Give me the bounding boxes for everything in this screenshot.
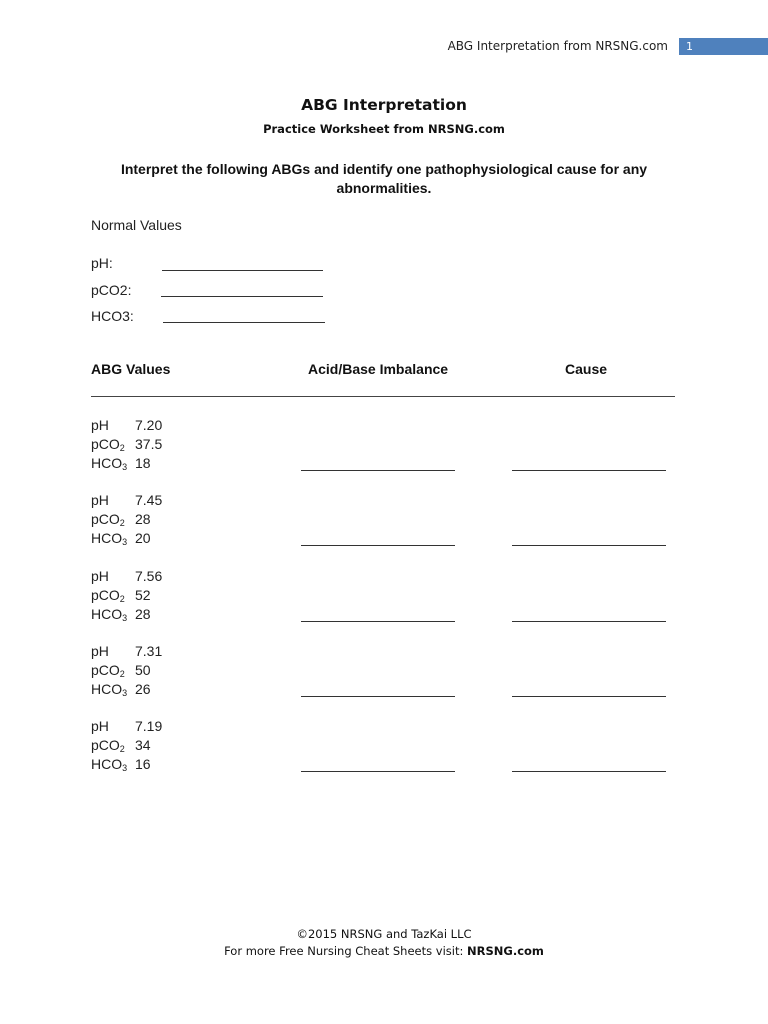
footer-link[interactable]: NRSNG.com — [467, 944, 544, 958]
abg-label: pH — [91, 718, 109, 734]
abg-1-ph — [91, 417, 162, 435]
instructions: Interpret the following ABGs and identify one pathophysiological cause for any abnormalities. — [120, 161, 648, 196]
abg-2-hco3 — [91, 530, 151, 548]
abg-1-hco3 — [91, 455, 151, 473]
footer-copyright: ©2015 NRSNG and TazKai LLC — [296, 927, 472, 941]
header-title: ABG Interpretation from NRSNG.com — [447, 39, 668, 53]
header-divider — [91, 396, 675, 397]
abg-label: pCO$_2$ — [91, 511, 125, 528]
abg-value: 18 — [135, 455, 151, 471]
abg-label: pH — [91, 643, 109, 659]
abg-value: 34 — [135, 737, 151, 753]
abg-4-cause-blank[interactable] — [512, 696, 666, 697]
abg-label: pCO$_2$ — [91, 662, 125, 679]
abg-3-cause-blank[interactable] — [512, 621, 666, 622]
abg-value: 7.31 — [135, 643, 163, 659]
abg-value: 50 — [135, 662, 151, 678]
abg-label: pCO$_2$ — [91, 587, 125, 604]
abg-5-hco3 — [91, 756, 151, 774]
footer-more — [0, 944, 768, 958]
abg-label: $HCO_3$ — [91, 455, 128, 472]
abg-5-pco2 — [91, 737, 151, 755]
abg-value: 7.45 — [135, 492, 163, 508]
abg-4-ph — [91, 643, 162, 661]
normal-row-hco3 — [91, 308, 161, 326]
abg-5-ph — [91, 718, 162, 736]
abg-5-imbalance-blank[interactable] — [301, 771, 455, 772]
document-title: ABG Interpretation — [301, 96, 467, 114]
normal-row-ph — [91, 255, 161, 273]
abg-4-imbalance-blank[interactable] — [301, 696, 455, 697]
normal-label-pco2: pCO2: — [91, 282, 132, 298]
normal-blank-ph[interactable] — [162, 270, 323, 271]
abg-label: $HCO_3$ — [91, 681, 128, 698]
abg-value: 20 — [135, 530, 151, 546]
abg-value: 28 — [135, 606, 151, 622]
normal-label-ph: pH: — [91, 255, 113, 271]
abg-1-pco2 — [91, 436, 162, 454]
page-number-badge: 1 — [679, 38, 768, 55]
abg-3-hco3 — [91, 606, 151, 624]
abg-3-ph — [91, 568, 162, 586]
abg-3-pco2 — [91, 587, 151, 605]
abg-label: pH — [91, 492, 109, 508]
abg-3-imbalance-blank[interactable] — [301, 621, 455, 622]
column-header-abg-values: ABG Values — [91, 361, 171, 377]
abg-1-imbalance-blank[interactable] — [301, 470, 455, 471]
document-subtitle: Practice Worksheet from NRSNG.com — [263, 122, 505, 136]
abg-5-cause-blank[interactable] — [512, 771, 666, 772]
abg-2-cause-blank[interactable] — [512, 545, 666, 546]
abg-2-ph — [91, 492, 162, 510]
abg-2-pco2 — [91, 511, 151, 529]
normal-row-pco2 — [91, 282, 161, 300]
abg-label: pCO$_2$ — [91, 737, 125, 754]
abg-label: pH — [91, 568, 109, 584]
abg-4-pco2 — [91, 662, 151, 680]
abg-1-cause-blank[interactable] — [512, 470, 666, 471]
abg-label: pH — [91, 417, 109, 433]
abg-label: $HCO_3$ — [91, 756, 128, 773]
abg-value: 28 — [135, 511, 151, 527]
abg-2-imbalance-blank[interactable] — [301, 545, 455, 546]
normal-label-hco3: HCO3: — [91, 308, 134, 324]
abg-4-hco3 — [91, 681, 151, 699]
page-header — [0, 38, 768, 56]
column-header-cause: Cause — [565, 361, 608, 377]
abg-value: 16 — [135, 756, 151, 772]
normal-values-heading: Normal Values — [91, 217, 182, 233]
abg-label: $HCO_3$ — [91, 606, 128, 623]
normal-blank-pco2[interactable] — [161, 296, 323, 297]
abg-label: pCO$_2$ — [91, 436, 125, 453]
abg-value: 7.20 — [135, 417, 163, 433]
abg-value: 52 — [135, 587, 151, 603]
abg-value: 7.56 — [135, 568, 163, 584]
abg-value: 7.19 — [135, 718, 163, 734]
abg-label: $HCO_3$ — [91, 530, 128, 547]
abg-value: 37.5 — [135, 436, 163, 452]
abg-value: 26 — [135, 681, 151, 697]
column-header-imbalance: Acid/Base Imbalance — [308, 361, 449, 377]
footer-more-text: For more Free Nursing Cheat Sheets visit: — [224, 944, 467, 958]
normal-blank-hco3[interactable] — [163, 322, 325, 323]
